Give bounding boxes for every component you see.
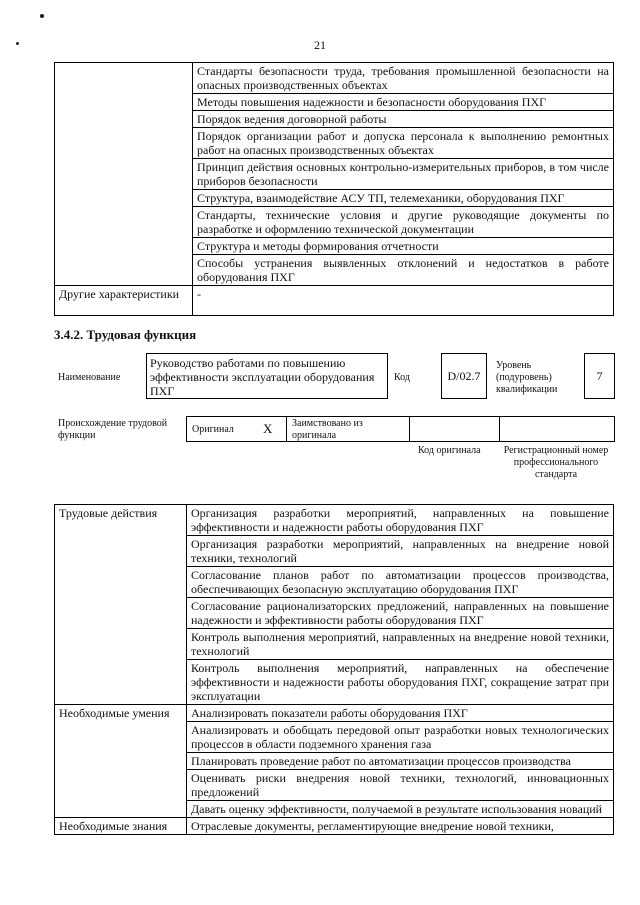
function-name-box [146, 353, 388, 399]
labor-action-item: Согласование планов работ по автоматизации процессов производства, обеспечивающих безопасную эксплуатацию оборудования ПХГ [187, 567, 614, 598]
knowledge-item: Отраслевые документы, регламентирующие внедрение новой техники, [187, 818, 614, 835]
skill-item: Анализировать показатели работы оборудования ПХГ [187, 705, 614, 722]
knowledge-item: Порядок организации работ и допуска персонала к выполнению ремонтных работ на опасных производственных объектах [193, 128, 614, 159]
skill-item: Планировать проведение работ по автоматизации процессов производства [187, 753, 614, 770]
original-label: Оригинал [192, 424, 234, 435]
labor-actions-label: Трудовые действия [55, 505, 187, 536]
labor-function-table [54, 504, 614, 835]
skill-item: Оценивать риски внедрения новой техники, технологий, инновационных предложений [187, 770, 614, 801]
function-name-value: Руководство работами по повышению эффективности эксплуатации оборудования ПХГ [150, 356, 375, 398]
level-value: 7 [596, 368, 603, 383]
code-original-caption: Код оригинала [418, 445, 481, 456]
scan-mark-dot [40, 14, 44, 18]
reg-number-box [499, 416, 615, 442]
original-mark: X [263, 421, 273, 436]
knowledge-label-cell [55, 63, 193, 286]
section-title: 3.4.2. Трудовая функция [54, 327, 197, 342]
origin-label: Происхождение трудовой функции [58, 418, 168, 441]
knowledge-item: Стандарты, технические условия и другие руководящие документы по разработке и оформлению технической документации [193, 207, 614, 238]
labor-action-item: Контроль выполнения мероприятий, направленных на внедрение новой техники, технологий [187, 629, 614, 660]
knowledge-item: Принцип действия основных контрольно-измерительных приборов, в том числе приборов безопасности [193, 159, 614, 190]
level-box [584, 353, 615, 399]
code-label: Код [394, 372, 410, 383]
skill-item: Давать оценку эффективности, получаемой в результате использования новаций [187, 801, 614, 818]
knowledge-item: Порядок ведения договорной работы [193, 111, 614, 128]
code-box [441, 353, 487, 399]
skills-label: Необходимые умения [55, 705, 187, 722]
knowledge-table-continued [54, 62, 614, 316]
labor-action-item: Организация разработки мероприятий, направленных на внедрение новой техники, технологий [187, 536, 614, 567]
knowledge-item: Методы повышения надежности и безопасности оборудования ПХГ [193, 94, 614, 111]
other-characteristics-value: - [193, 286, 614, 316]
page-number: 21 [314, 38, 326, 52]
labor-action-item: Согласование рационализаторских предложений, направленных на повышение надежности и эффективности работы оборудования ПХГ [187, 598, 614, 629]
code-value: D/02.7 [447, 368, 481, 383]
labor-action-item: Организация разработки мероприятий, направленных на повышение эффективности и надежности работы оборудования ПХГ [187, 505, 614, 536]
code-original-box [409, 416, 500, 442]
knowledge-item: Стандарты безопасности труда, требования промышленной безопасности на опасных производственных объектах [193, 63, 614, 94]
other-characteristics-label: Другие характеристики [55, 286, 193, 316]
borrowed-label: Заимствовано из оригинала [292, 418, 363, 441]
level-label: Уровень (подуровень) квалификации [496, 360, 558, 395]
reg-number-caption: Регистрационный номер профессионального стандарта [503, 445, 609, 480]
knowledge-item: Структура, взаимодействие АСУ ТП, телемеханики, оборудования ПХГ [193, 190, 614, 207]
labor-action-item: Контроль выполнения мероприятий, направленных на обеспечение эффективности и надежности работы оборудования ПХГ, сокращение затрат при эксплуатации [187, 660, 614, 705]
knowledge-label: Необходимые знания [55, 818, 187, 835]
knowledge-item: Структура и методы формирования отчетности [193, 238, 614, 255]
name-label: Наименование [58, 372, 121, 383]
skill-item: Анализировать и обобщать передовой опыт разработки новых технологических процессов в области подземного хранения газа [187, 722, 614, 753]
knowledge-item: Способы устранения выявленных отклонений и недостатков в работе оборудования ПХГ [193, 255, 614, 286]
